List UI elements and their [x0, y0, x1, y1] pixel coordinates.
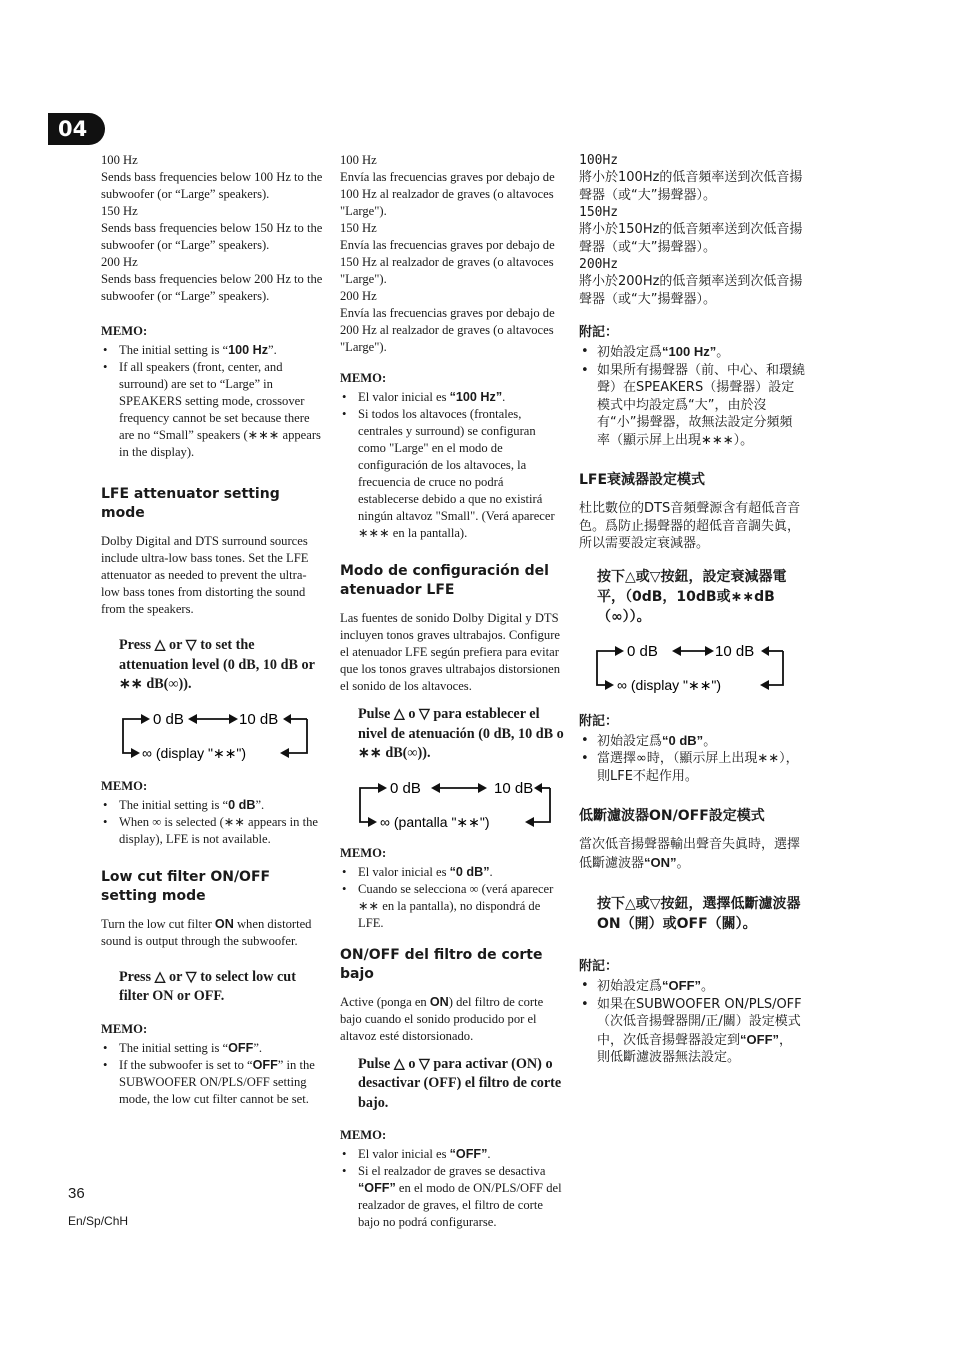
- memo-item: • The initial setting is “OFF”.: [101, 1040, 323, 1057]
- memo-heading: 附記：: [579, 713, 619, 729]
- column-spanish: [340, 152, 564, 1231]
- section-desc-lowcut: 當次低音揚聲器輸出聲音失眞時，選擇低斷濾波器“ON”。: [579, 837, 801, 871]
- option-100hz-title: 100 Hz: [101, 153, 138, 167]
- memo-list: [101, 797, 323, 848]
- section-title-lowcut: ON/OFF del filtro de corte bajo: [340, 946, 543, 982]
- diagram-label-0db: 0 dB: [390, 779, 421, 797]
- instruction-lowcut: Press △ or ▽ to select low cut filter ON or OFF.: [119, 968, 296, 1004]
- memo-list: [579, 977, 805, 1067]
- option-100hz-desc: Envía las frecuencias graves por debajo de 100 Hz al realzador de graves (o altavoces "Large").: [340, 170, 555, 218]
- memo-item: • 如果在SUBWOOFER ON/PLS/OFF（次低音揚聲器開/正/關）設定模式中，次低音揚聲器設定到“OFF”，則低斷濾波器無法設定。: [579, 996, 805, 1067]
- column-english: [101, 152, 323, 1108]
- section-desc-lfe: Las fuentes de sonido Dolby Digital y DTS incluyen tonos graves ultrabajos. Configure el atenuador LFE según prefiera para evitar que los tonos graves ultrabajos distorsionen el sonido de los altavoces.: [340, 611, 561, 693]
- option-150hz-title: 150 Hz: [101, 204, 138, 218]
- diagram-label-infinity: ∞ (display "∗∗"): [617, 676, 722, 693]
- memo-item: • The initial setting is “0 dB”.: [101, 797, 323, 814]
- section-title-lfe: LFE attenuator setting mode: [101, 486, 280, 521]
- option-200hz-desc: Envía las frecuencias graves por debajo de 200 Hz al realzador de graves (o altavoces "Large").: [340, 306, 555, 354]
- diagram-label-0db: 0 dB: [627, 642, 658, 660]
- memo-item: • 當選擇∞時，（顯示屏上出現∗∗），則LFE不起作用。: [579, 750, 805, 785]
- memo-item: • 初始設定爲“100 Hz”。: [579, 343, 805, 362]
- option-150hz-desc: 將小於150Hz的低音頻率送到次低音揚聲器（或“大”揚聲器）。: [579, 222, 803, 255]
- option-100hz-desc: Sends bass frequencies below 100 Hz to the subwoofer (or “Large” speakers).: [101, 170, 323, 201]
- cycle-diagram: [593, 639, 793, 695]
- diagram-label-10db: 10 dB: [494, 779, 534, 797]
- section-title-lfe: Modo de configuración del atenuador LFE: [340, 563, 549, 598]
- memo-heading: MEMO:: [101, 778, 148, 793]
- diagram-label-10db: 10 dB: [715, 642, 755, 660]
- option-100hz-desc: 將小於100Hz的低音頻率送到次低音揚聲器（或“大”揚聲器）。: [579, 170, 803, 203]
- memo-item: • 初始設定爲“0 dB”。: [579, 732, 805, 751]
- option-200hz-title: 200Hz: [579, 257, 619, 272]
- section-desc-lowcut: Turn the low cut filter ON when distorted sound is output through the subwoofer.: [101, 916, 312, 948]
- memo-list: [340, 1146, 564, 1231]
- cycle-diagram: [111, 707, 311, 763]
- memo-list: [101, 342, 323, 461]
- memo-item: • El valor inicial es “OFF”.: [340, 1146, 564, 1163]
- option-150hz-desc: Envía las frecuencias graves por debajo de 150 Hz al realzador de graves (o altavoces "Large").: [340, 238, 555, 286]
- instruction-lfe: Pulse △ o ▽ para establecer el nivel de atenuación (0 dB, 10 dB o ∗∗ dB(∞)).: [358, 706, 564, 761]
- memo-list: [579, 343, 805, 449]
- memo-heading: MEMO:: [340, 1128, 387, 1142]
- memo-heading: 附記：: [579, 959, 619, 974]
- option-150hz-title: 150Hz: [579, 205, 619, 220]
- memo-item: • 如果所有揚聲器（前、中心、和環繞聲）在SPEAKERS（揚聲器）設定模式中均設定爲“大”，由於沒有“小”揚聲器，故無法設定分頻頻率（顯示屏上出現∗∗∗）。: [579, 362, 805, 450]
- option-100hz-title: 100 Hz: [340, 153, 377, 167]
- column-chinese: [579, 152, 805, 1067]
- memo-heading: MEMO:: [340, 845, 387, 860]
- memo-heading: MEMO:: [340, 371, 387, 385]
- memo-item: • El valor inicial es “0 dB”.: [340, 864, 564, 881]
- memo-item: • If all speakers (front, center, and surround) are set to “Large” in SPEAKERS setting mode, crossover frequency cannot be set because there are no “Small” speakers (∗∗∗ appears in the display).: [101, 359, 323, 461]
- instruction-lfe: 按下△或▽按鈕，設定衰減器電平，（0dB，10dB或∗∗dB（∞））。: [597, 568, 787, 625]
- option-150hz-title: 150 Hz: [340, 221, 377, 235]
- section-title-lowcut: Low cut filter ON/OFF setting mode: [101, 868, 271, 904]
- section-desc-lfe: Dolby Digital and DTS surround sources include ultra-low bass tones. Set the LFE attenuator as needed to prevent the ultra-low bass tones from distorting the sound from the speakers.: [101, 534, 309, 616]
- memo-heading: MEMO:: [101, 324, 148, 338]
- diagram-label-infinity: ∞ (pantalla "∗∗"): [380, 813, 490, 830]
- option-200hz-desc: 將小於200Hz的低音頻率送到次低音揚聲器（或“大”揚聲器）。: [579, 274, 803, 307]
- memo-list: [340, 864, 564, 932]
- memo-item: • If the subwoofer is set to “OFF” in the SUBWOOFER ON/PLS/OFF setting mode, the low cut filter cannot be set.: [101, 1057, 323, 1108]
- diagram-label-10db: 10 dB: [239, 710, 279, 728]
- section-title-lowcut: 低斷濾波器ON/OFF設定模式: [579, 808, 765, 824]
- memo-item: • Cuando se selecciona ∞ (verá aparecer ∗∗ en la pantalla), no dispondrá de LFE.: [340, 881, 564, 932]
- memo-item: • 初始設定爲“OFF”。: [579, 977, 805, 996]
- instruction-lfe: Press △ or ▽ to set the attenuation level (0 dB, 10 dB or ∗∗ dB(∞)).: [119, 637, 315, 692]
- memo-item: • Si todos los altavoces (frontales, centrales y surround) se configuran como "Large" en el modo de configuración de los altavoces, la frecuencia de cruce no podrá establecerse debido a que no existirá ningún altavoz "Small". (Verá aparecer ∗∗∗ en la pantalla).: [340, 406, 564, 542]
- cycle-diagram: [356, 776, 556, 832]
- memo-item: • El valor inicial es “100 Hz”.: [340, 389, 564, 406]
- diagram-label-0db: 0 dB: [153, 710, 184, 728]
- memo-item: • The initial setting is “100 Hz”.: [101, 342, 323, 359]
- instruction-lowcut: 按下△或▽按鈕，選擇低斷濾波器ON（開）或OFF（關）。: [597, 896, 801, 932]
- memo-heading: MEMO:: [101, 1021, 148, 1036]
- diagram-label-infinity: ∞ (display "∗∗"): [142, 744, 247, 761]
- memo-heading: 附記：: [579, 325, 619, 340]
- memo-list: [579, 732, 805, 786]
- memo-item: • When ∞ is selected (∗∗ appears in the display), LFE is not available.: [101, 814, 323, 848]
- chapter-tab: 04: [48, 113, 105, 145]
- page-number: 36: [68, 1185, 85, 1202]
- instruction-lowcut: Pulse △ o ▽ para activar (ON) o desactivar (OFF) el filtro de corte bajo.: [358, 1055, 562, 1111]
- language-code: En/Sp/ChH: [68, 1214, 129, 1228]
- option-200hz-desc: Sends bass frequencies below 200 Hz to the subwoofer (or “Large” speakers).: [101, 272, 323, 303]
- section-desc-lfe: 杜比數位的DTS音頻聲源含有超低音音色。爲防止揚聲器的超低音音調失眞，所以需要設定衰減器。: [579, 501, 801, 551]
- option-150hz-desc: Sends bass frequencies below 150 Hz to the subwoofer (or “Large” speakers).: [101, 221, 323, 252]
- option-100hz-title: 100Hz: [579, 153, 619, 168]
- memo-list: [101, 1040, 323, 1108]
- section-desc-lowcut: Active (ponga en ON) del filtro de corte bajo cuando el sonido producido por el altavoz esté distorsionado.: [340, 994, 544, 1043]
- memo-list: [340, 389, 564, 542]
- memo-item: • Si el realzador de graves se desactiva “OFF” en el modo de ON/PLS/OFF del realzador de graves, el filtro de corte bajo no podrá configurarse.: [340, 1163, 564, 1231]
- option-200hz-title: 200 Hz: [101, 255, 138, 269]
- option-200hz-title: 200 Hz: [340, 289, 377, 303]
- section-title-lfe: LFE衰減器設定模式: [579, 472, 706, 488]
